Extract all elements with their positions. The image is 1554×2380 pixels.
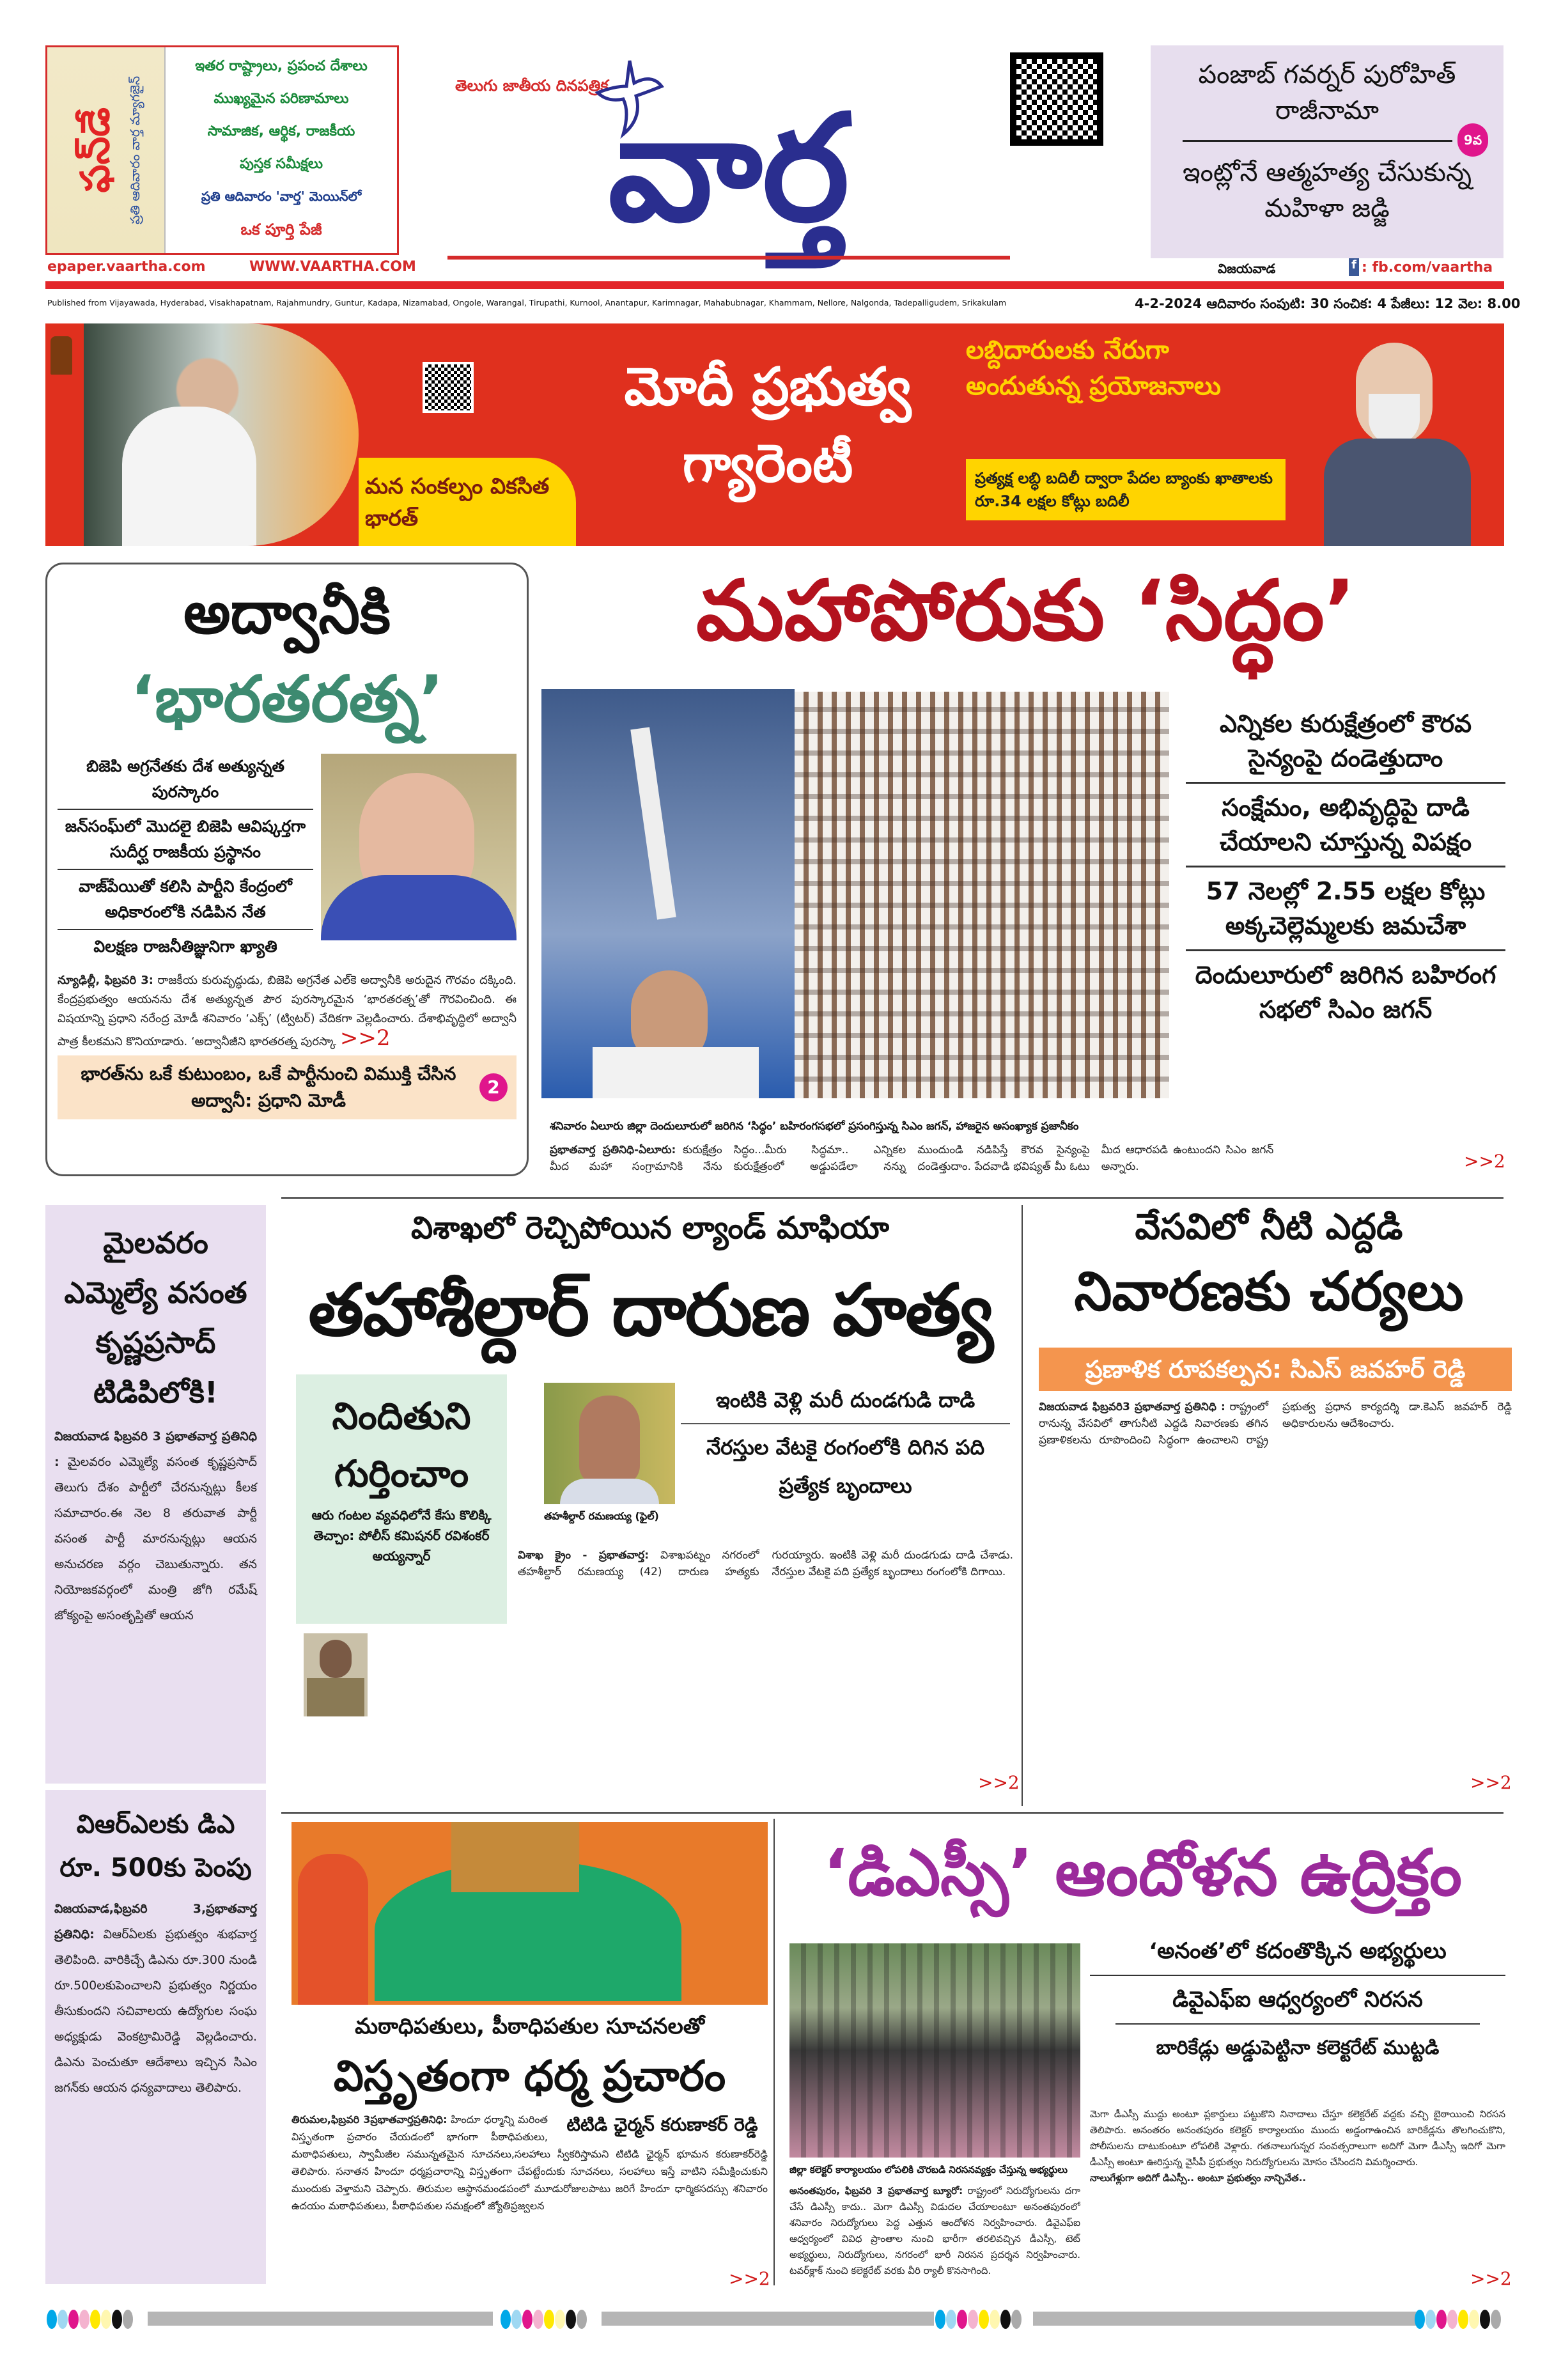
- advani-photo: [321, 754, 517, 940]
- modi-quote-box[interactable]: భారత్‌ను ఒకే కుటుంబం, ఒకే పార్టీనుంచి విముక్తి చేసిన అద్వానీ: ప్రధాని మోడీ 2: [58, 1055, 517, 1119]
- epaper-link[interactable]: epaper.vaartha.com: [47, 259, 206, 275]
- color-dot: [1415, 2310, 1425, 2329]
- color-dot: [522, 2310, 532, 2329]
- color-dot: [1436, 2310, 1447, 2329]
- published-from: Published from Vijayawada, Hyderabad, Visakhapatnam, Rajahmundry, Guntur, Kadapa, Nizamabad, Ongole, Warangal, Tirupathi, Kurnool, Anantapur, Karimnagar, Mahabubnagar, Khammam, Nellore, Nalgonda, Tadepalligudem, Srikakulam: [47, 298, 1006, 307]
- column-divider: [1022, 1205, 1023, 1806]
- tahsildar-photo-caption: తహశీల్దార్ రమణయ్య (ఫైల్): [544, 1510, 659, 1522]
- color-dot: [1491, 2310, 1501, 2329]
- color-dot: [1447, 2310, 1457, 2329]
- masthead-rule: [45, 281, 1504, 289]
- color-dot: [968, 2310, 978, 2329]
- ad-headline: మోదీ ప్రభుత్వ గ్యారెంటీ: [624, 357, 912, 494]
- facebook-icon: f: [1349, 258, 1359, 276]
- dsc-body-2: మెగా డీఎస్సీ ముద్దు అంటూ ప్లకార్డులు పట్టుకొని నినాదాలు చేస్తూ కలెక్టరేట్ వద్దకు వచ్చి బైఠాయించి నిరసన తెలిపారు. అనంతరం అనంతపురం కలెక్టర్ కార్యాలయం ముందు అడ్డంగాఉంచిన బారికేడ్లను తొలగించుకొని, పోలీసులను దాటుకుంటూ లోపలికి వెళ్లారు. గతనాలుగున్నర సంవత్సరాలుగా అదిగో మెగా డీఎస్సీ ఇదిగో మెగా డీఎస్సీ అంటూ ఊరిస్తున్న వైసీపీ ప్రభుత్వం నిరుద్యోగులను మోసం చేసిందని విమర్శించారు. నాలుగేళ్లుగా అదిగో డిఎస్సీ.. అంటూ ప్రభుత్వం నాన్చివేత..: [1090, 2108, 1505, 2184]
- page-badge: 9వ: [1457, 123, 1488, 157]
- right-teaser-box[interactable]: పంజాబ్ గవర్నర్ పురోహిత్ రాజీనామా 9వ ఇంట్లోనే ఆత్మహత్య చేసుకున్న మహిళా జడ్జి: [1151, 45, 1503, 258]
- masthead-logo: తెలుగు జాతీయ దినపత్రిక వార్త: [447, 51, 1010, 268]
- ad-right-text: ప్రత్యక్ష లబ్ధి బదిలీ ద్వారా పేదల బ్యాంకు ఖాతాలకు రూ.34 లక్షల కోట్లు బదిలీ: [966, 459, 1286, 520]
- jagan-photo: [541, 689, 795, 1098]
- color-dot: [566, 2310, 576, 2329]
- color-dot: [1011, 2310, 1022, 2329]
- color-dot: [533, 2310, 543, 2329]
- section-divider: [281, 1197, 1503, 1199]
- water-headline: వేసవిలో నీటి ఎద్దడి నివారణకు చర్యలు: [1074, 1206, 1464, 1323]
- funday-logo: ఫన్‌డే ప్రతి ఆదివారం వార్త మ్యాగజైన్: [47, 47, 166, 253]
- promo-items: ఇతర రాష్ట్రాలు, ప్రపంచ దేశాలు ముఖ్యమైన పరిణామాలు సామాజిక, ఆర్థిక, రాజకీయ పుస్తక సమీక్షలు ప్రతి ఆదివారం 'వార్త' మెయిన్‌లో ఒక పూర్తి పేజీ: [195, 58, 368, 239]
- ad-qr-code[interactable]: [423, 362, 474, 413]
- color-dot: [101, 2310, 111, 2329]
- continued-link[interactable]: >>2: [1464, 1151, 1505, 1172]
- color-dot: [544, 2310, 554, 2329]
- mylavaram-story[interactable]: మైలవరం ఎమ్మెల్యే వసంత కృష్ణప్రసాద్ టిడిపిలోకి! విజయవాడ ఫిబ్రవరి 3 ప్రభాతవార్త ప్రతినిధి : మైలవరం ఎమ్మెల్యే వసంత కృష్ణప్రసాద్ తెలుగు దేశం పార్టీలో చేరనున్నట్లు కీలక సమాచారం.ఈ నెల 8 తరువాత పార్టీ వసంత పార్టీ మారనున్నట్లు ఆయన అనుచరణ వర్గం చెబుతున్నారు. తన నియోజకవర్గంలో మంత్రి జోగి రమేష్ జోక్యంపై అసంతృప్తితో ఆయన: [45, 1205, 266, 1784]
- lead-photo-caption: శనివారం ఏలూరు జిల్లా దెందులూరులో జరిగిన ‘సిద్ధం’ బహిరంగసభలో ప్రసంగిస్తున్న సిఎం జగన్, హాజరైన అసంఖ్యాక ప్రజానీకం: [550, 1120, 1079, 1133]
- gray-bar: [1033, 2312, 1417, 2326]
- section-divider: [281, 1812, 1503, 1814]
- color-dot: [935, 2310, 945, 2329]
- water-body: విజయవాడ ఫిబ్రవరి3 ప్రభాతవార్త ప్రతినిధి : రాష్ట్రంలో రానున్న వేసవిలో తాగునీటి ఎద్దడి నివారణకు తగిన ప్రణాళికలను రూపొందించి సిద్ధంగా ఉంచాలని రాష్ట్ర ప్రభుత్వ ప్రధాన కార్యదర్శి డా.కెఎస్ జవహర్ రెడ్డి అధికారులను ఆదేశించారు.: [1039, 1401, 1512, 1447]
- color-dot: [501, 2310, 511, 2329]
- commissioner-photo: [304, 1633, 368, 1716]
- crowd-photo: [795, 692, 1169, 1098]
- water-strip: ప్రణాళిక రూపకల్పన: సిఎస్ జవహర్ రెడ్డి: [1039, 1348, 1512, 1391]
- color-dot: [957, 2310, 967, 2329]
- tahsildar-headline: తహాశీల్దార్ దారుణ హత్య: [308, 1269, 992, 1352]
- gray-bar: [602, 2312, 934, 2326]
- print-color-bar: [45, 2306, 1504, 2332]
- divider: [1183, 132, 1482, 148]
- color-dot: [990, 2310, 1000, 2329]
- page-badge: 2: [479, 1073, 508, 1101]
- color-dot: [1458, 2310, 1468, 2329]
- color-dot: [1469, 2310, 1479, 2329]
- continued-link[interactable]: >>2: [1470, 1772, 1512, 1793]
- gray-bar: [148, 2312, 493, 2326]
- modi-photo: [1305, 330, 1496, 546]
- color-dot: [112, 2310, 122, 2329]
- color-dot: [979, 2310, 989, 2329]
- continued-link[interactable]: >>2: [1470, 2268, 1512, 2289]
- dsc-photo-caption: జిల్లా కలెక్టర్ కార్యాలయం లోపలికి చొరబడి నిరసనవ్యక్తం చేస్తున్న అభ్యర్థులు: [789, 2164, 1068, 2175]
- continued-link[interactable]: >>2: [978, 1772, 1020, 1793]
- weekend-promo-box: [45, 45, 399, 255]
- color-dot: [577, 2310, 587, 2329]
- dsc-subheads: ‘అనంత’లో కదంతొక్కిన అభ్యర్థులు డివైఎఫ్ఐ ఆధ్వర్యంలో నిరసన బారికేడ్లు అడ్డుపెట్టినా కలెక్టరేట్ ముట్టడి: [1090, 1934, 1505, 2065]
- edition-label: విజయవాడ: [1218, 261, 1276, 276]
- dharma-body: టిటిడి ఛైర్మన్ కరుణాకర్ రెడ్డి తిరుమల,ఫిబ్రవరి 3ప్రభాతవార్తప్రతినిధి: హిందూ ధర్మాన్ని మరింత విస్తృతంగా ప్రచారం చేయడంలో భాగంగా పీఠాధిపతులు, మఠాధిపతులు, స్వామీజీల సమున్నతమైన సూచనలు,సలహాలు స్వీకరిస్తామని టిటిడి ఛైర్మన్ భూమన కరుణాకర్‌రెడ్డి తెలిపారు. సనాతన హిందూ ధర్మప్రచారాన్ని విస్తృతంగా చేపట్టేందుకు సూచనలు, సలహాలు ఇస్తే వాటిని సమీక్షించుకుని ముందుకు వెళ్తామని చెప్పారు. తిరుమల ఆస్థానమండపంలో మూడురోజులపాటు జరిగే హిందూ ధార్మికసదస్సు శనివారం ఉదయం మఠాధిపతులు, పీఠాధిపతుల సమక్షంలో జ్యోతిప్రజ్వలన: [291, 2111, 768, 2266]
- continued-link[interactable]: >>2: [339, 1025, 391, 1051]
- dharma-kicker: మఠాధిపతులు, పీఠాధిపతుల సూచనలతో: [355, 2014, 704, 2039]
- commissioner-box: నిందితుని గుర్తించాం ఆరు గంటల వ్యవధిలోనే కేసు కొలిక్కి తెచ్చాం: పోలీస్ కమిషనర్ రవిశంకర్ అయ్యన్నార్: [296, 1374, 507, 1624]
- color-dot: [123, 2310, 133, 2329]
- dharma-sub: టిటిడి ఛైర్మన్ కరుణాకర్ రెడ్డి: [566, 2114, 758, 2135]
- advani-story[interactable]: అద్వానీకి ‘భారతరత్న’ బిజెపి అగ్రనేతకు దేశ అత్యున్నత పురస్కారం జన్‌సంఘ్‌లో మొదలై బిజెపి ఆవిష్కర్తగా సుదీర్ఘ రాజకీయ ప్రస్థానం వాజ్‌పేయితో కలిసి పార్టీని కేంద్రంలో అధికారంలోకి నడిపిన నేత విలక్షణ రాజనీతిజ్ఞునిగా ఖ్యాతి న్యూఢిల్లీ, ఫిబ్రవరి 3: రాజకీయ కురువృద్ధుడు, బిజెపి అగ్రనేత ఎల్‌కె అద్వానీకి అరుదైన గౌరవం దక్కింది. కేంద్రప్రభుత్వం ఆయనను దేశ అత్యున్నత పౌర పురస్కారమైన ‘భారతరత్న’తో గౌరవించింది. ఈ విషయాన్ని ప్రధాని నరేంద్ర మోడీ శనివారం ‘ఎక్స్’ (ట్విటర్) వేదికగా వెల్లడించారు. దేశాభివృద్ధిలో అద్వానీ పాత్ర కీలకమని కొనియాడారు. ‘అద్వానీజీని భారతరత్న పురస్కా >>2 భారత్‌ను ఒకే కుటుంబం, ఒకే పార్టీనుంచి విముక్తి చేసిన అద్వానీ: ప్రధాని మోడీ 2: [45, 563, 529, 1176]
- color-dot: [68, 2310, 79, 2329]
- dateline: 4-2-2024 ఆదివారం సంపుటి: 30 సంచిక: 4 పేజీలు: 12 వెల: 8.00: [1135, 296, 1521, 311]
- dsc-protest-photo: [789, 1943, 1080, 2158]
- logo-underline: [447, 256, 1010, 260]
- lead-headline: మహాపోరుకు ‘సిద్ధం’: [695, 562, 1356, 659]
- color-dot: [47, 2310, 57, 2329]
- color-dot: [1480, 2310, 1490, 2329]
- color-dot: [90, 2310, 100, 2329]
- lead-subheads: ఎన్నికల కురుక్షేత్రంలో కౌరవ సైన్యంపై దండెత్తుదాం సంక్షేమం, అభివృద్ధిపై దాడి చేయాలని చూస్తున్న విపక్షం 57 నెలల్లో 2.55 లక్షల కోట్లు అక్కచెల్లెమ్మలకు జమచేశా దెందులూరులో జరిగిన బహిరంగ సభలో సిఎం జగన్: [1186, 706, 1505, 1027]
- color-dot: [1426, 2310, 1436, 2329]
- continued-link[interactable]: >>2: [729, 2268, 770, 2289]
- dsc-headline: ‘డిఎస్సీ’ ఆందోళన ఉద్రిక్తం: [823, 1835, 1462, 1910]
- color-dot: [58, 2310, 68, 2329]
- emblem-icon: [51, 336, 72, 375]
- tahsildar-photo: [544, 1383, 675, 1504]
- farmer-photo: [84, 323, 359, 546]
- color-dot: [79, 2310, 89, 2329]
- column-divider: [773, 1819, 775, 2285]
- tahsildar-subheads: ఇంటికి వెళ్లి మరీ దుండగుడి దాడి నేరస్తుల వేటకై రంగంలోకి దిగిన పది ప్రత్యేక బృందాలు: [681, 1381, 1010, 1505]
- qr-code[interactable]: [1010, 52, 1103, 146]
- color-dot: [946, 2310, 956, 2329]
- slogan-pill: మన సంకల్పం వికసిత భారత్: [359, 458, 576, 546]
- color-dot: [555, 2310, 565, 2329]
- color-dot: [511, 2310, 522, 2329]
- ad-banner[interactable]: [45, 323, 1504, 546]
- website-link[interactable]: WWW.VAARTHA.COM: [249, 259, 416, 275]
- color-dot: [1000, 2310, 1011, 2329]
- ad-right-title: లబ్దిదారులకు నేరుగా అందుతున్న ప్రయోజనాలు: [966, 336, 1221, 401]
- lead-body: ప్రభాతవార్త ప్రతినిధి-ఏలూరు: కురుక్షేత్రం మీద మహా సంగ్రామానికి నేను సిద్ధం...మీరు సిద్ధమా.. ఎన్నికల కురుక్షేత్రంలో అడ్డుపడేలా నన్ను ముందుండి నడిపిస్తే కౌరవ సైన్యంపై దండెత్తుదాం. పేదవాడి భవిష్యత్ మీ ఓటు మీద ఆధారపడి ఉంటుందని సిఎం జగన్ అన్నారు.: [550, 1144, 1274, 1173]
- dsc-body: అనంతపురం, ఫిబ్రవరి 3 ప్రభాతవార్త బ్యూరో: రాష్ట్రంలో నిరుద్యోగులను దగా చేసే డిఎస్సీ కాదు.. మెగా డిఎస్సీ విడుదల చేయాలంటూ అనంతపురంలో శనివారం నిరుద్యోగులు పెద్ద ఎత్తున ఆందోళన నిర్వహించారు. డివైఎఫ్ఐ ఆధ్వర్యంలో వివిధ ప్రాంతాల నుంచి భారీగా తరలివచ్చిన డీఎస్సీ, టెట్ అభ్యర్థులు, నిరుద్యోగులు, నగరంలో భారీ నిరసన ప్రదర్శన నిర్వహించారు. టవర్‌క్లాక్ నుంచి కలెక్టరేట్ వరకు వీరి ర్యాలీ కొనసాగింది.: [789, 2185, 1080, 2276]
- tahsildar-body: విశాఖ క్రైం - ప్రభాతవార్త: విశాఖపట్నం నగరంలో తహశీల్దార్ రమణయ్య (42) దారుణ హత్యకు గురయ్యారు. ఇంటికి వెళ్లి మరీ దుండగుడు దాడి చేశాడు. నేరస్తుల వేటకై పది ప్రత్యేక బృందాలు రంగంలోకి దిగాయి.: [518, 1549, 1013, 1578]
- tahsildar-kicker: విశాఖలో రెచ్చిపోయిన ల్యాండ్ మాఫియా: [410, 1210, 889, 1246]
- vra-story[interactable]: విఆర్ఎలకు డిఎ రూ. 500కు పెంపు విజయవాడ,ఫిబ్రవరి 3,ప్రభాతవార్త ప్రతినిధి: విఆర్ఏలకు ప్రభుత్వం శుభవార్త తెలిపింది. వారికిచ్చే డిఎను రూ.300 నుండి రూ.500లకుపెంచాలని ప్రభుత్వం నిర్ణయం తీసుకుందని సచివాలయ ఉద్యోగుల సంఘ అధ్యక్షుడు వెంకట్రామిరెడ్డి వెల్లడించారు. డిఎను పెంచుతూ ఆదేశాలు ఇచ్చిన సిఎం జగన్‌కు ఆయన ధన్యవాదాలు తెలిపారు.: [45, 1790, 266, 2284]
- facebook-link[interactable]: f : fb.com/vaartha: [1349, 258, 1493, 276]
- dharma-headline: విస్తృతంగా ధర్మ ప్రచారం: [333, 2051, 726, 2101]
- dharma-conference-photo: [291, 1822, 768, 2005]
